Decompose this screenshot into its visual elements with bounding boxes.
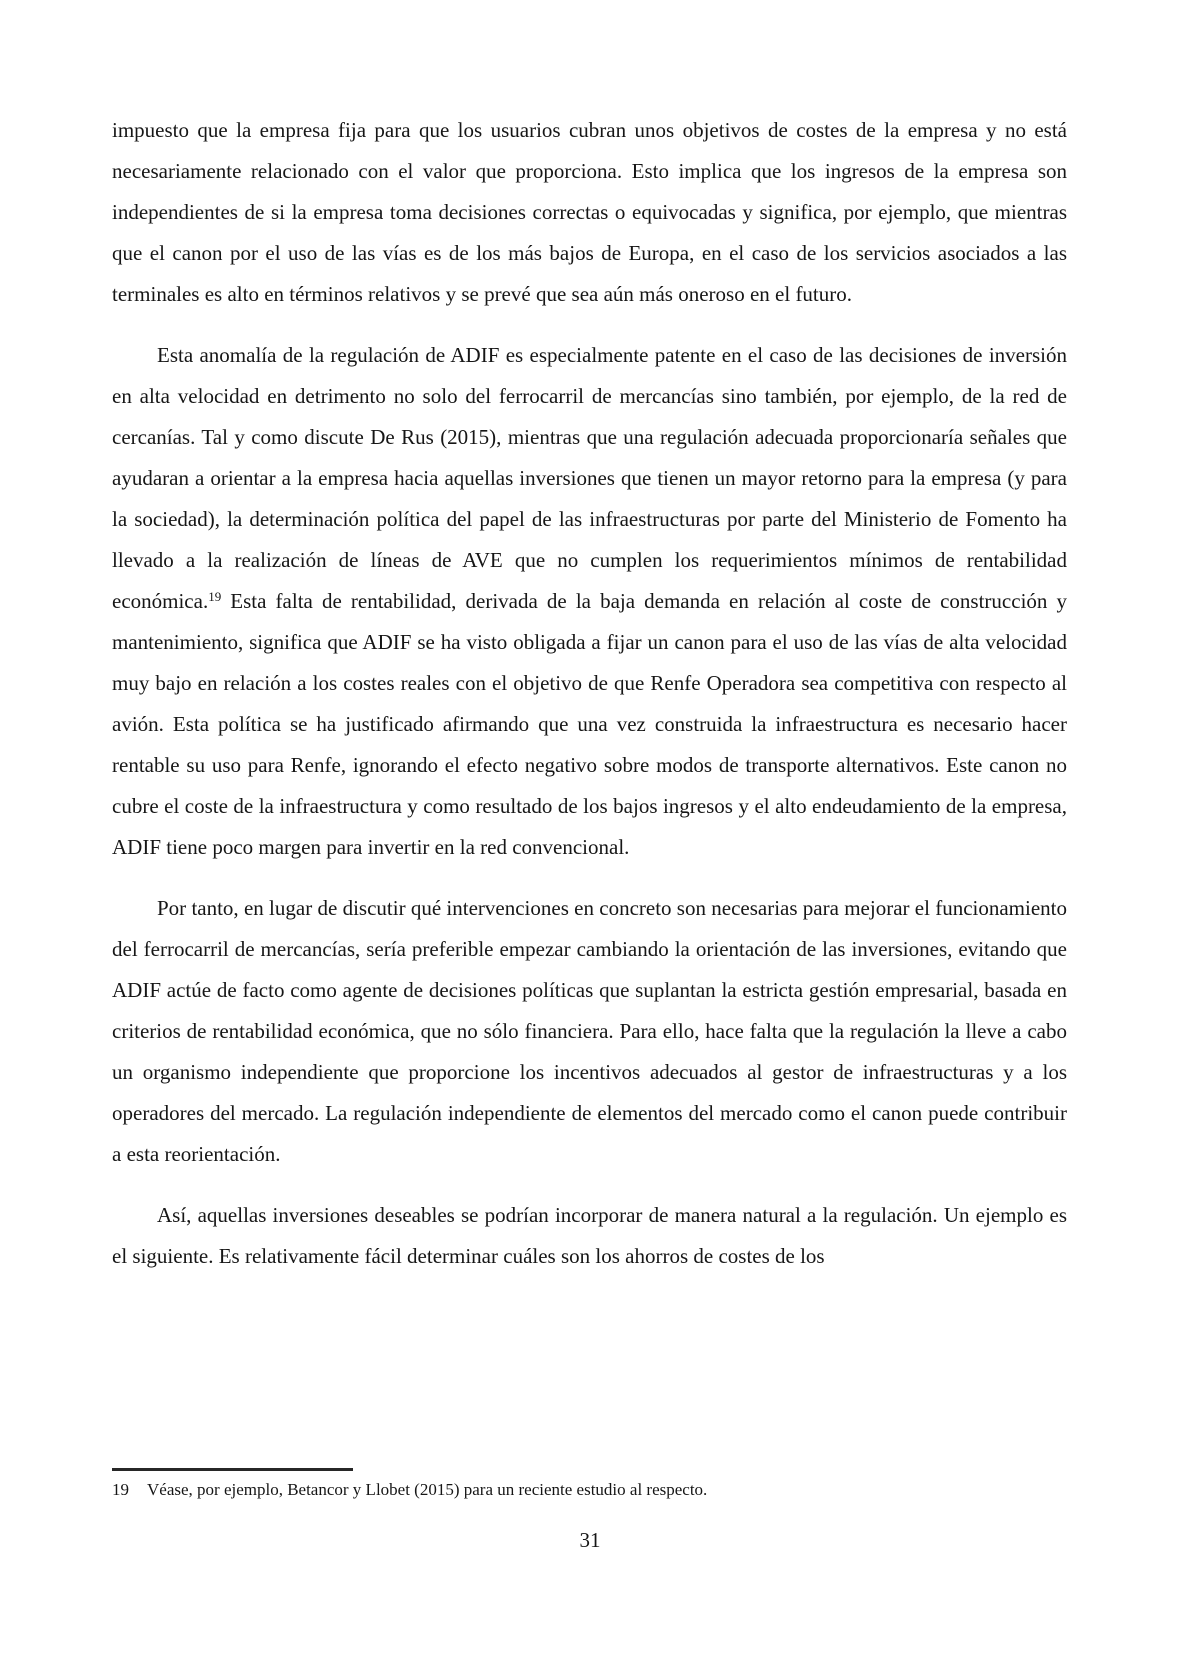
- footnote-text: Véase, por ejemplo, Betancor y Llobet (2015) para un reciente estudio al respecto.: [147, 1480, 708, 1499]
- footnote-separator-rule: [112, 1468, 353, 1471]
- paragraph-2: [112, 335, 1067, 868]
- paragraph-3: Por tanto, en lugar de discutir qué intervenciones en concreto son necesarias para mejorar el funcionamiento del ferrocarril de mercancías, sería preferible empezar cambiando la orientación de las inversiones, evitando que ADIF actúe de facto como agente de decisiones políticas que suplantan la estricta gestión empresarial, basada en criterios de rentabilidad económica, que no sólo financiera. Para ello, hace falta que la regulación la lleve a cabo un organismo independiente que proporcione los incentivos adecuados al gestor de infraestructuras y a los operadores del mercado. La regulación independiente de elementos del mercado como el canon puede contribuir a esta reorientación.: [112, 896, 1067, 1166]
- footnote: [112, 1478, 1067, 1502]
- page-number: 31: [579, 1528, 601, 1552]
- paragraph-2-text-before-footnote-ref: Esta anomalía de la regulación de ADIF es especialmente patente en el caso de las decisiones de inversión en alta velocidad en detrimento no solo del ferrocarril de mercancías sino también, por ejemplo, de la red de cercanías. Tal y como discute De Rus (2015), mientras que una regulación adecuada proporcionaría señales que ayudaran a orientar a la empresa hacia aquellas inversiones que tienen un mayor retorno para la empresa (y para la sociedad), la determinación política del papel de las infraestructuras por parte del Ministerio de Fomento ha llevado a la realización de líneas de AVE que no cumplen los requerimientos mínimos de rentabilidad económica.: [112, 343, 1067, 613]
- footnote-reference-19: 19: [208, 589, 222, 604]
- footnote-number: 19: [112, 1480, 129, 1499]
- body-text-block: [112, 110, 1067, 1297]
- paragraph-4: Así, aquellas inversiones deseables se podrían incorporar de manera natural a la regulación. Un ejemplo es el siguiente. Es relativamente fácil determinar cuáles son los ahorros de costes de los: [112, 1203, 1067, 1268]
- paragraph-1: impuesto que la empresa fija para que los usuarios cubran unos objetivos de costes de la empresa y no está necesariamente relacionado con el valor que proporciona. Esto implica que los ingresos de la empresa son independientes de si la empresa toma decisiones correctas o equivocadas y significa, por ejemplo, que mientras que el canon por el uso de las vías es de los más bajos de Europa, en el caso de los servicios asociados a las terminales es alto en términos relativos y se prevé que sea aún más oneroso en el futuro.: [112, 118, 1067, 306]
- paragraph-2-text-after-footnote-ref: Esta falta de rentabilidad, derivada de la baja demanda en relación al coste de construcción y mantenimiento, significa que ADIF se ha visto obligada a fijar un canon para el uso de las vías de alta velocidad muy bajo en relación a los costes reales con el objetivo de que Renfe Operadora sea competitiva con respecto al avión. Esta política se ha justificado afirmando que una vez construida la infraestructura es necesario hacer rentable su uso para Renfe, ignorando el efecto negativo sobre modos de transporte alternativos. Este canon no cubre el coste de la infraestructura y como resultado de los bajos ingresos y el alto endeudamiento de la empresa, ADIF tiene poco margen para invertir en la red convencional.: [112, 589, 1067, 859]
